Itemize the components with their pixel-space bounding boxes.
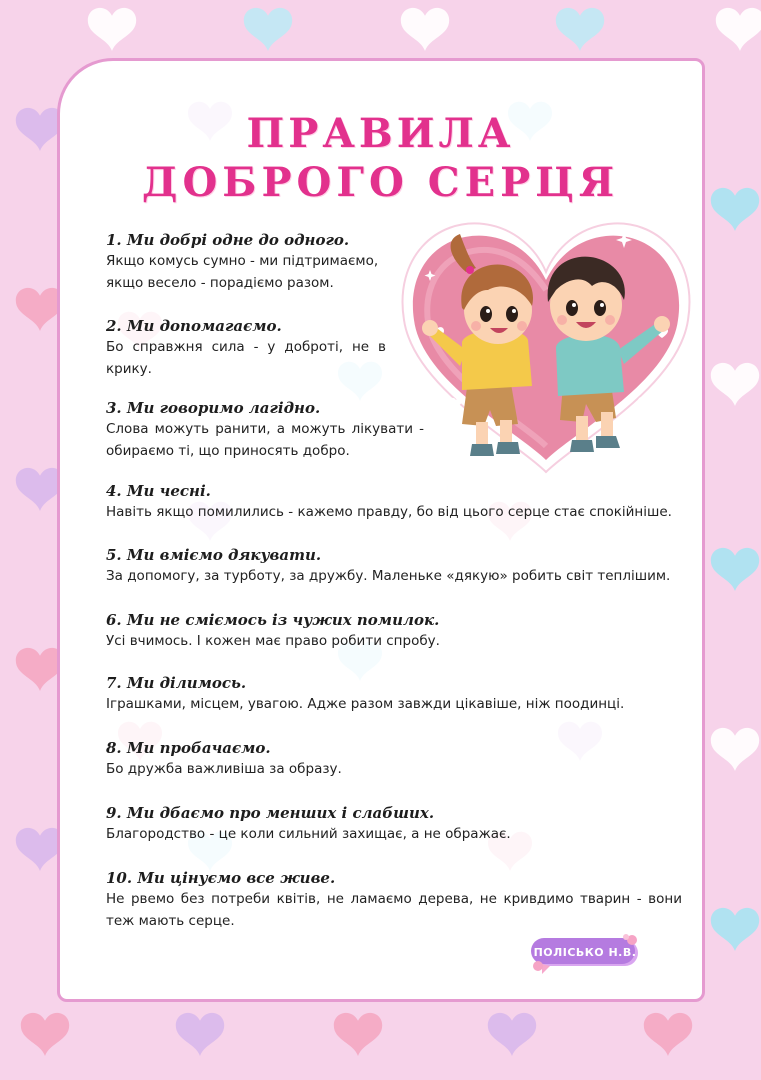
rule-3 xyxy=(106,398,424,462)
rule-6 xyxy=(106,610,686,652)
rule-text: За допомогу, за турботу, за дружбу. Маленьке «дякую» робить світ теплішим. xyxy=(106,568,671,584)
rule-2 xyxy=(106,316,386,380)
rule-text: Бо справжня сила - у доброті, не в крику. xyxy=(106,339,386,377)
rule-1 xyxy=(106,230,388,294)
rule-text: Навіть якщо помилились - кажемо правду, бо від цього серце стає спокійніше. xyxy=(106,504,672,520)
rule-text: Якщо комусь сумно - ми підтримаємо, якщо весело - порадіємо разом. xyxy=(106,253,379,291)
rule-heading: 5. Ми вміємо дякувати. xyxy=(106,546,322,564)
rule-heading: 9. Ми дбаємо про менших і слабших. xyxy=(106,804,435,822)
rule-text: Іграшками, місцем, увагою. Адже разом завжди цікавіше, ніж поодинці. xyxy=(106,696,625,712)
rule-heading: 7. Ми ділимось. xyxy=(106,674,247,692)
page-title-line1: ПРАВИЛА xyxy=(246,110,515,157)
rule-text: Бо дружба важливіша за образу. xyxy=(106,761,342,777)
rule-text: Усі вчимось. І кожен має право робити спробу. xyxy=(106,633,440,649)
rule-text: Не рвемо без потреби квітів, не ламаємо дерева, не кривдимо тварин - вони теж мають серце. xyxy=(106,891,682,929)
rule-4 xyxy=(106,481,686,523)
rule-7 xyxy=(106,673,686,715)
rule-heading: 10. Ми цінуємо все живе. xyxy=(106,869,336,887)
rule-text: Слова можуть ранити, а можуть лікувати - обираємо ті, що приносять добро. xyxy=(106,421,424,459)
rule-9 xyxy=(106,803,686,845)
rule-10 xyxy=(106,868,682,932)
page-title-line2: ДОБРОГО СЕРЦЯ xyxy=(141,159,620,206)
author-label: ПОЛІСЬКО Н.В. xyxy=(533,946,637,959)
rule-8 xyxy=(106,738,686,780)
rule-heading: 3. Ми говоримо лагідно. xyxy=(106,399,321,417)
rule-heading: 4. Ми чесні. xyxy=(106,482,211,500)
rule-text: Благородство - це коли сильний захищає, а не ображає. xyxy=(106,826,511,842)
rule-heading: 8. Ми пробачаємо. xyxy=(106,739,271,757)
rule-heading: 2. Ми допомагаємо. xyxy=(106,317,282,335)
rule-5 xyxy=(106,545,686,587)
rule-heading: 1. Ми добрі одне до одного. xyxy=(106,231,350,249)
kids-heart-illustration xyxy=(396,210,696,480)
rule-heading: 6. Ми не сміємось із чужих помилок. xyxy=(106,611,440,629)
